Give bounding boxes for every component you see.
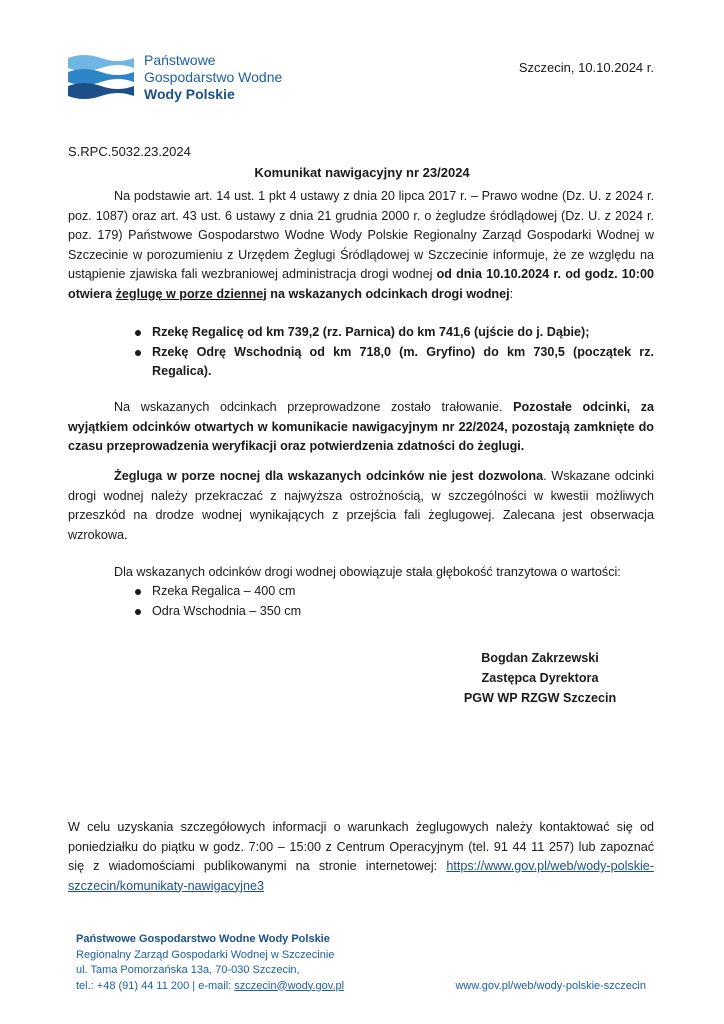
p1-bold-sections: na wskazanych odcinkach drogi wodnej — [266, 286, 510, 301]
logo-line-2: Gospodarstwo Wodne — [144, 69, 283, 85]
footer-org: Państwowe Gospodarstwo Wodne Wody Polskie — [76, 933, 330, 945]
list-item-text: Rzeka Regalica – 400 cm — [152, 584, 296, 598]
open-sections-list — [134, 323, 654, 382]
list-item — [134, 582, 434, 602]
footer-contact-line — [76, 979, 344, 995]
footer-street: ul. Tama Pomorzańska 13a, 70-030 Szczecin, — [76, 964, 300, 976]
paragraph-night-navigation — [68, 467, 654, 545]
reference-number: S.RPC.5032.23.2024 — [68, 144, 191, 159]
list-item — [134, 323, 654, 343]
p3-text: . Wskazane odcinki drogi wodnej należy przekraczać z najwyższa ostrożnością, w szczególności w kwestii możliwych przeszkód na drodze wodnej wynikających z przejścia fali żeglugowej. Zalecana jest obserwacja wzrokowa. — [68, 469, 655, 542]
signer-name: Bogdan Zakrzewski — [481, 651, 599, 665]
document-date: Szczecin, 10.10.2024 r. — [518, 60, 654, 75]
contact-text: W celu uzyskania szczegółowych informacji o warunkach żeglugowych należy kontaktować się od poniedziałku do piątku w godz. 7:00 – 15:00 z Centrum Operacyjnym (tel. 91 44 11 257) lub zapoznać się z wiadomościami publikowanymi na stronie internetowej: — [68, 820, 654, 874]
p1-bold-underlined: żeglugę w porze dziennej — [115, 286, 267, 301]
footer-address — [76, 932, 344, 994]
p1-end: : — [509, 286, 514, 301]
logo-line-1: Państwowe — [144, 52, 216, 68]
footer-phone: tel.: +48 (91) 44 11 200 | e-mail: — [76, 979, 235, 992]
signer-role: Zastępca Dyrektora — [481, 671, 599, 686]
list-item — [134, 602, 434, 622]
p2-bold: Pozostałe odcinki, za wyjątkiem odcinków otwartych w komunikacie nawigacyjnym nr 22/2024, pozostają zamknięte do czasu przeprowadzenia weryfikacji oraz potwierdzenia zdatności do żeglugi. — [68, 400, 654, 454]
p3-bold: Żegluga w porze nocnej dla wskazanych odcinków nie jest dozwolona — [114, 469, 544, 483]
p1-bold-date: od dnia 10.10.2024 r. od godz. 10:00 otwiera — [68, 267, 654, 301]
list-item-text: Rzekę Regalicę od km 739,2 (rz. Parnica) do km 741,6 (ujście do j. Dąbie); — [152, 325, 590, 339]
list-item-text: Odra Wschodnia – 350 cm — [152, 603, 302, 618]
p1-text: Na podstawie art. 14 ust. 1 pkt 4 ustawy z dnia 20 lipca 2017 r. – Prawo wodne (Dz. U. z 2024 r. poz. 1087) oraz art. 43 ust. 6 ustawy z dnia 21 grudnia 2000 r. o żegludze śródlądowej (Dz. U. z 2024 r. poz. 179) Państwowe Gospodarstwo Wodne Wody Polskie Regionalny Zarząd Gospodarki Wodnej w Szczecinie w porozumieniu z Urzędem Żeglugi Śródlądowej w Szczecinie informuje, że ze względu na ustąpienie zjawiska fali wezbraniowej administracja drogi wodnej — [68, 189, 654, 282]
signature-block — [420, 648, 660, 708]
paragraph-trawling — [68, 398, 654, 457]
p2-text: Na wskazanych odcinkach przeprowadzone zostało trałowanie. — [114, 400, 514, 414]
footer-email-link[interactable]: szczecin@wody.gov.pl — [234, 979, 345, 992]
bullet-icon — [135, 350, 141, 356]
bullet-icon — [135, 330, 141, 336]
logo-waves-icon — [68, 54, 134, 104]
bullet-icon — [135, 589, 141, 595]
logo-text — [144, 52, 282, 103]
footer-website[interactable]: www.gov.pl/web/wody-polskie-szczecin — [455, 980, 646, 992]
depth-list — [134, 582, 434, 621]
bullet-icon — [135, 609, 141, 615]
paragraph-depth: Dla wskazanych odcinków drogi wodnej obowiązuje stała głębokość tranzytowa o wartości: — [114, 565, 621, 579]
contact-paragraph — [68, 818, 654, 896]
notices-link[interactable]: https://www.gov.pl/web/wody-polskie-szczecin/komunikaty-nawigacyjne3 — [68, 859, 654, 893]
footer-division: Regionalny Zarząd Gospodarki Wodnej w Szczecinie — [76, 948, 335, 961]
list-item — [134, 343, 654, 382]
logo-line-3: Wody Polskie — [144, 86, 235, 102]
document-title: Komunikat nawigacyjny nr 23/2024 — [254, 165, 470, 180]
paragraph-legal-basis — [68, 187, 654, 304]
list-item-text: Rzekę Odrę Wschodnią od km 718,0 (m. Gryfino) do km 730,5 (początek rz. Regalica). — [152, 344, 654, 379]
wody-polskie-logo — [68, 52, 298, 112]
signer-org: PGW WP RZGW Szczecin — [463, 691, 617, 706]
